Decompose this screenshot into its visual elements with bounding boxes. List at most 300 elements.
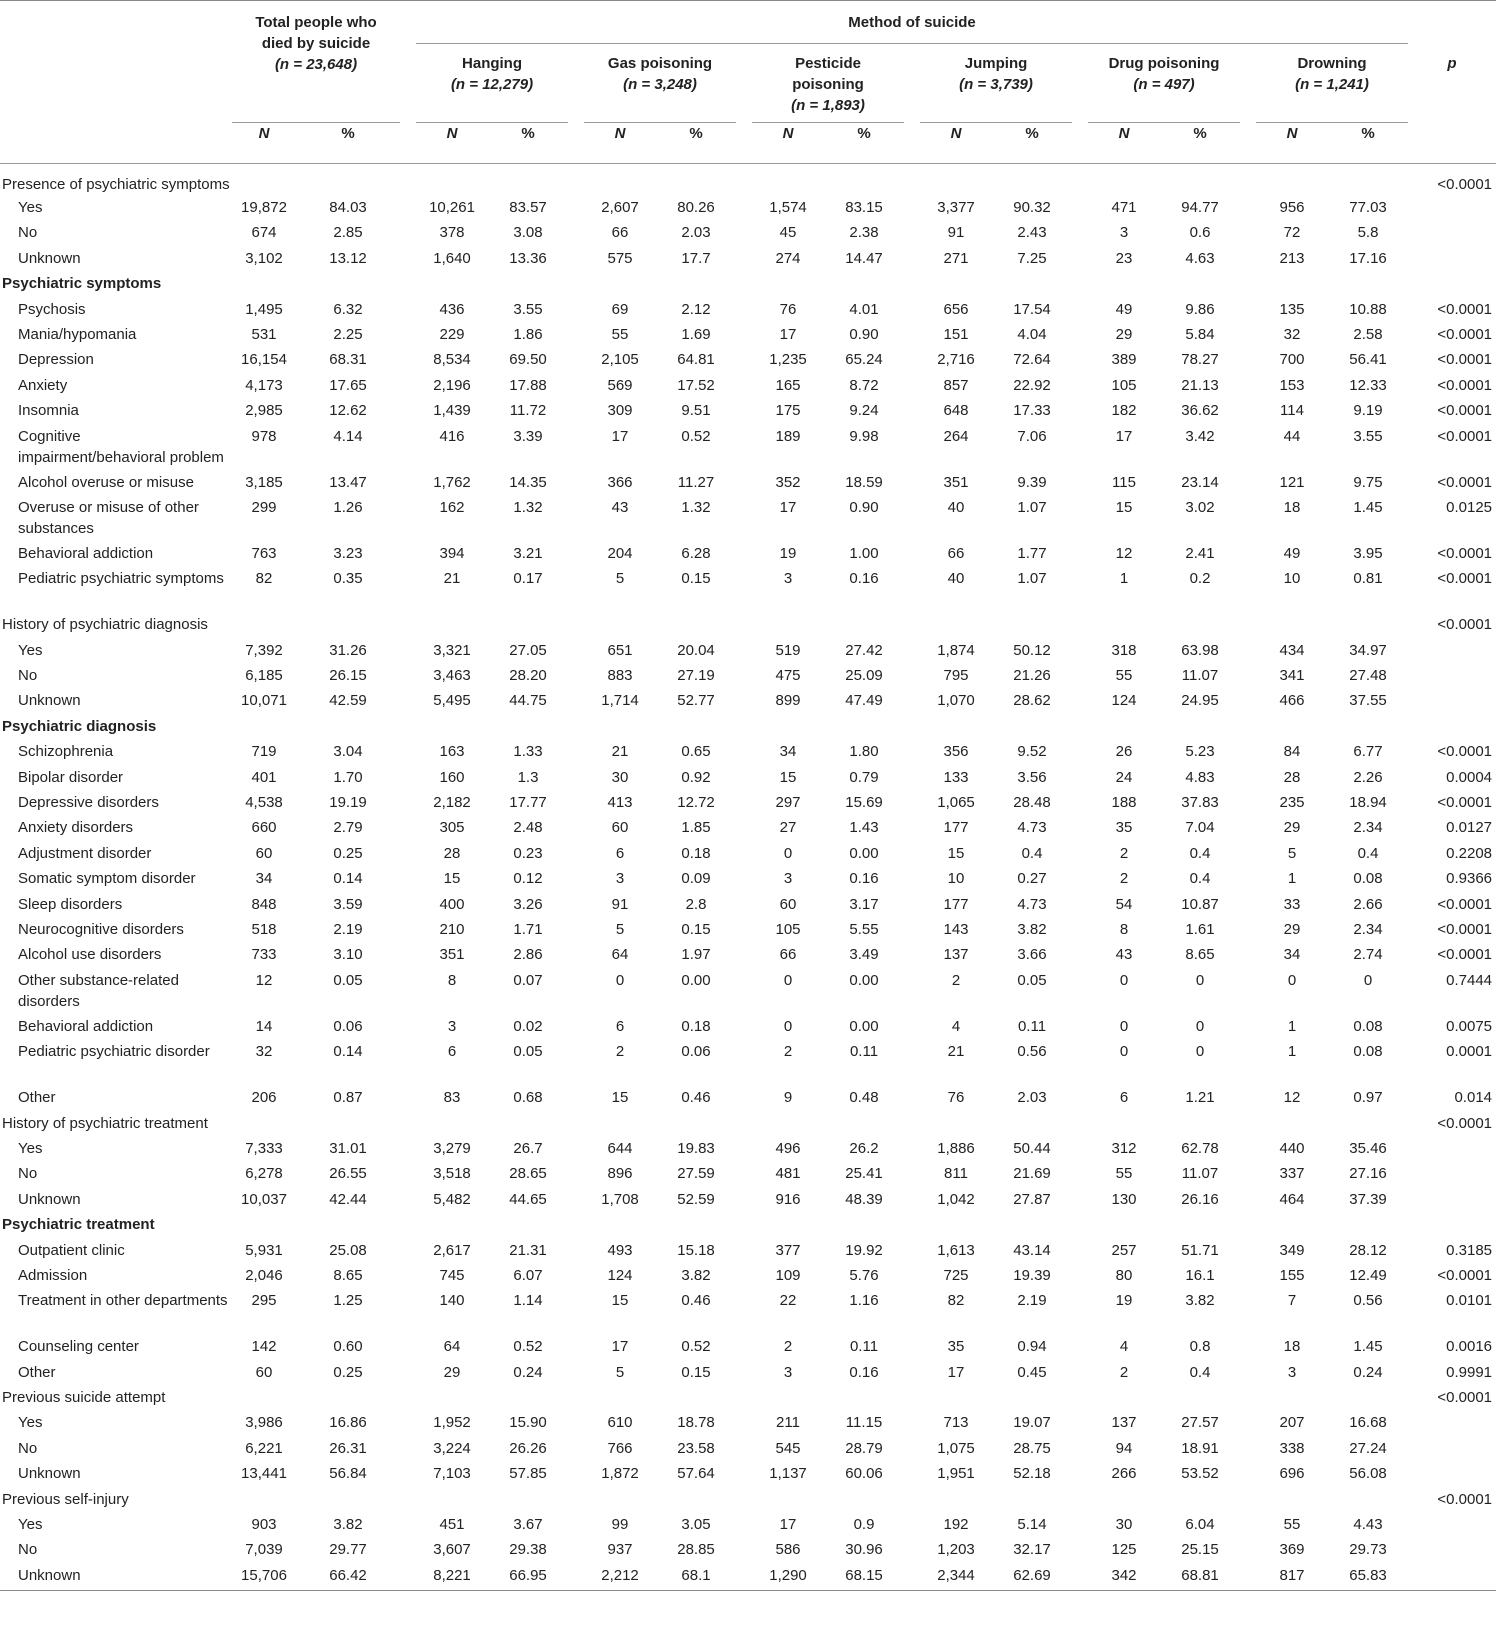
count-cell: 91 [947,224,965,242]
count-cell: 309 [607,402,633,420]
empty-cell [232,612,1408,637]
spacer [568,195,584,220]
spacer [736,246,752,271]
percent-cell: 24.95 [1181,692,1219,710]
spacer [904,123,920,164]
count-cell: 105 [775,920,801,938]
count-cell: 545 [775,1439,801,1457]
count-cell: 10,071 [241,692,287,710]
percent-cell: 3.82 [1017,920,1047,938]
percent-cell: 29.77 [329,1541,367,1559]
count-cell: 745 [439,1266,465,1284]
count-cell: 1,951 [937,1465,975,1483]
spacer [1072,1563,1088,1591]
spacer [1072,1263,1088,1288]
count-cell: 1,235 [769,351,807,369]
count-cell: 66 [611,224,629,242]
percent-cell: 0.06 [681,1043,711,1061]
spacer [904,373,920,398]
spacer [904,566,920,612]
count-cell: 189 [775,427,801,445]
percent-cell: 2.38 [849,224,879,242]
table-row [0,246,1496,271]
count-cell: 3 [447,1017,457,1035]
count-cell: 3,463 [433,667,471,685]
percent-cell: 5.84 [1185,325,1215,343]
spacer [904,541,920,566]
percent-cell: 26.2 [849,1139,879,1157]
count-cell: 811 [944,1165,968,1183]
count-cell: 318 [1111,641,1137,659]
count-cell: 7,103 [433,1465,471,1483]
percent-cell: 7.04 [1185,819,1215,837]
percent-cell: 0.60 [333,1338,363,1356]
count-cell: 55 [1283,1516,1301,1534]
count-cell: 8,221 [416,1563,488,1591]
spacer [400,1436,416,1461]
spacer [568,1512,584,1537]
percent-cell: 9.75 [1353,473,1383,491]
count-cell: 434 [1279,641,1305,659]
spacer [1240,470,1256,495]
count-cell: 3 [783,570,793,588]
count-cell: 213 [1279,249,1305,267]
p-value: <0.0001 [1437,570,1493,588]
percent-cell: 25.09 [845,667,883,685]
count-cell: 32 [1283,325,1301,343]
section-row [0,612,1496,637]
count-cell: 5 [615,920,625,938]
count-cell: 34 [1283,946,1301,964]
spacer [1072,790,1088,815]
percent-cell: 66.95 [488,1563,568,1591]
table-row [0,195,1496,220]
spacer [904,942,920,967]
count-cell: 337 [1279,1165,1305,1183]
row-label: Pediatric psychiatric disorder [18,1043,210,1061]
spacer [568,1238,584,1263]
count-cell: 1 [1119,570,1129,588]
percent-cell: 26.26 [509,1439,547,1457]
count-cell: 366 [607,473,633,491]
percent-cell: 0.46 [681,1089,711,1107]
table-row [0,866,1496,891]
percent-cell: 0.05 [513,1043,543,1061]
table-row [0,398,1496,423]
spacer [736,123,752,164]
count-cell: 49 [1283,544,1301,562]
count-cell: 17 [779,325,797,343]
spacer [1240,1238,1256,1263]
p-value [1408,663,1496,688]
percent-cell: 1.43 [849,819,879,837]
spacer [1072,297,1088,322]
percent-cell: 14.47 [845,249,883,267]
percent-cell: 6.04 [1185,1516,1215,1534]
row-label: Unknown [0,1563,232,1591]
row-label: Somatic symptom disorder [18,870,196,888]
percent-cell: 1.25 [333,1292,363,1310]
row-label: Yes [18,199,43,216]
count-cell: 115 [1112,473,1136,491]
spacer [400,866,416,891]
row-label: Counseling center [18,1338,139,1356]
count-cell: 29 [443,1363,461,1381]
percent-cell: 0.06 [333,1017,363,1035]
spacer [736,1436,752,1461]
spacer [1072,1410,1088,1435]
count-cell: 1,065 [937,794,975,812]
spacer [1072,424,1088,470]
percent-cell: 29.38 [509,1541,547,1559]
count-cell: 10,037 [241,1190,287,1208]
count-cell: 725 [943,1266,969,1284]
count-cell: 44 [1283,427,1301,445]
spacer [736,424,752,470]
percent-cell: 1.70 [333,768,363,786]
count-cell: 12 [1283,1089,1301,1107]
percent-cell: 0.08 [1353,1017,1383,1035]
count-cell: 82 [255,570,273,588]
spacer [904,1085,920,1110]
count-cell: 34 [255,870,273,888]
count-cell: 0 [783,971,793,989]
count-cell: 22 [779,1292,797,1310]
p-value: <0.0001 [1437,616,1493,634]
count-cell: 2,212 [584,1563,656,1591]
percent-cell: 26.16 [1181,1190,1219,1208]
percent-cell: 44.65 [509,1190,547,1208]
percent-cell: 0.56 [1353,1292,1383,1310]
spacer [400,790,416,815]
percent-cell: 50.12 [1013,641,1051,659]
count-cell: 142 [251,1338,277,1356]
spacer [400,1263,416,1288]
count-cell: 3 [783,870,793,888]
percent-cell: 34.97 [1349,641,1387,659]
percent-cell: 2.26 [1353,768,1383,786]
p-value [1408,1537,1496,1562]
spacer [1240,495,1256,541]
percent-cell: 0.15 [681,570,711,588]
percent-cell: 2.41 [1185,544,1215,562]
percent-cell: 1.07 [1017,570,1047,588]
count-cell: 14 [255,1017,273,1035]
row-label: Psychosis [18,300,86,318]
percent-cell: 19.39 [1013,1266,1051,1284]
spacer [736,942,752,967]
spacer [1240,866,1256,891]
percent-cell: 12.49 [1349,1266,1387,1284]
count-cell: 299 [251,498,277,516]
row-label: Bipolar disorder [18,768,124,786]
count-cell: 9 [783,1089,793,1107]
row-label: History of psychiatric diagnosis [2,616,208,634]
percent-cell: 17.88 [509,376,547,394]
spacer [1072,322,1088,347]
spacer [400,1537,416,1562]
spacer [1072,347,1088,372]
p-value [1408,220,1496,245]
percent-cell: 1.97 [681,946,711,964]
count-cell: 341 [1279,667,1305,685]
row-label: Admission [18,1266,88,1284]
table-row [0,892,1496,917]
n-header: N [1256,123,1328,164]
table-row [0,1461,1496,1486]
total-title: Total people who died by suicide [255,14,377,52]
method-n: (n = 3,248) [623,76,697,93]
spacer [1240,841,1256,866]
spacer [568,541,584,566]
percent-cell: 0.79 [849,768,879,786]
p-value [1408,1212,1496,1237]
spacer [1240,1563,1256,1591]
percent-cell: 1.21 [1185,1089,1215,1107]
percent-cell: 0.24 [513,1363,543,1381]
spacer [568,815,584,840]
row-label: Behavioral addiction [18,1017,154,1035]
table-row [0,495,1496,541]
count-cell: 43 [611,498,629,516]
count-cell: 125 [1111,1541,1137,1559]
percent-cell: 3.55 [513,300,543,318]
count-cell: 266 [1111,1465,1137,1483]
count-cell: 7,039 [245,1541,283,1559]
p-value [1408,1563,1496,1591]
spacer [1240,790,1256,815]
count-cell: 2,182 [433,794,471,812]
percent-cell: 4.63 [1185,249,1215,267]
percent-cell: 65.83 [1328,1563,1408,1591]
count-cell: 6,221 [245,1439,283,1457]
percent-cell: 28.85 [677,1541,715,1559]
pct-header: % [824,123,904,164]
spacer [736,892,752,917]
table-row [0,1436,1496,1461]
empty-cell [232,1487,1408,1512]
percent-cell: 56.84 [329,1465,367,1483]
percent-cell: 80.26 [677,199,715,216]
table-row [0,220,1496,245]
table-row [0,841,1496,866]
spacer [736,1563,752,1591]
percent-cell: 4.01 [849,300,879,318]
percent-cell: 3.66 [1017,946,1047,964]
spacer [400,942,416,967]
spacer [736,1136,752,1161]
percent-cell: 0.08 [1353,870,1383,888]
spacer [904,1187,920,1212]
method-n: (n = 12,279) [450,76,534,93]
count-cell: 916 [775,1190,801,1208]
percent-cell: 18.59 [845,473,883,491]
table-row [0,1085,1496,1110]
p-value [1408,1461,1496,1486]
percent-cell: 0.87 [333,1089,363,1107]
spacer [568,1263,584,1288]
spacer [1072,1436,1088,1461]
spacer [1072,688,1088,713]
percent-cell: 19.92 [845,1241,883,1259]
spacer [1240,688,1256,713]
p-header: p [1447,55,1457,72]
percent-cell: 20.04 [677,641,715,659]
count-cell: 135 [1279,300,1305,318]
percent-cell: 9.19 [1353,402,1383,420]
count-cell: 338 [1279,1439,1305,1457]
count-cell: 369 [1279,1541,1305,1559]
percent-cell: 1.69 [681,325,711,343]
percent-cell: 0.00 [849,1017,879,1035]
spacer [1240,1334,1256,1359]
spacer [1072,195,1088,220]
count-cell: 72 [1283,224,1301,242]
percent-cell: 15.69 [845,794,883,812]
spacer [1240,541,1256,566]
spacer [568,1039,584,1085]
count-cell: 15 [611,1089,629,1107]
percent-cell: 8.65 [333,1266,363,1284]
spacer [736,398,752,423]
count-cell: 481 [775,1165,801,1183]
spacer [1072,1238,1088,1263]
count-cell: 644 [607,1139,633,1157]
count-cell: 257 [1111,1241,1137,1259]
percent-cell: 4.14 [333,427,363,445]
count-cell: 2 [1119,1363,1129,1381]
count-cell: 23 [1115,249,1133,267]
count-cell: 82 [947,1292,965,1310]
percent-cell: 23.58 [677,1439,715,1457]
spacer [568,688,584,713]
percent-cell: 11.15 [845,1414,883,1432]
percent-cell: 29.73 [1349,1541,1387,1559]
count-cell: 210 [439,920,465,938]
count-cell: 15,706 [232,1563,296,1591]
table-row [0,815,1496,840]
spacer [568,1334,584,1359]
count-cell: 21 [611,743,629,761]
spacer [736,739,752,764]
count-cell: 13,441 [241,1465,287,1483]
spacer [568,566,584,612]
percent-cell: 42.44 [329,1190,367,1208]
p-value [1408,271,1496,296]
spacer [904,1537,920,1562]
spacer [1240,44,1256,123]
count-cell: 351 [439,946,465,964]
percent-cell: 0.90 [849,498,879,516]
spacer [400,495,416,541]
spacer [736,663,752,688]
percent-cell: 0.65 [681,743,711,761]
percent-cell: 16.68 [1349,1414,1387,1432]
count-cell: 55 [611,325,629,343]
table-row [0,373,1496,398]
percent-cell: 37.39 [1349,1190,1387,1208]
count-cell: 17 [779,1516,797,1534]
percent-cell: 94.77 [1181,199,1219,216]
count-cell: 18 [1283,498,1301,516]
percent-cell: 0.02 [513,1017,543,1035]
spacer [568,1014,584,1039]
count-cell: 475 [775,667,801,685]
count-cell: 5 [615,570,625,588]
empty-cell [232,164,1408,196]
percent-cell: 17.77 [509,794,547,812]
count-cell: 33 [1283,895,1301,913]
section-row [0,271,1496,296]
percent-cell: 0.56 [1017,1043,1047,1061]
count-cell: 0 [783,1017,793,1035]
count-cell: 1,495 [245,300,283,318]
spacer [1072,663,1088,688]
spacer [736,1161,752,1186]
spacer [1072,841,1088,866]
count-cell: 1,762 [433,473,471,491]
count-cell: 519 [775,641,801,659]
count-cell: 7,392 [245,641,283,659]
count-cell: 656 [943,300,969,318]
spacer [400,470,416,495]
count-cell: 32 [255,1043,273,1061]
count-cell: 15 [1115,498,1133,516]
percent-cell: 1.45 [1353,1338,1383,1356]
percent-cell: 16.86 [329,1414,367,1432]
spacer [1072,917,1088,942]
count-cell: 17 [1115,427,1133,445]
count-cell: 5 [615,1363,625,1381]
method-n: (n = 1,893) [791,97,865,114]
count-cell: 28 [443,844,461,862]
percent-cell: 35.46 [1349,1139,1387,1157]
percent-cell: 17.33 [1013,402,1051,420]
percent-cell: 69.50 [509,351,547,369]
spacer [568,765,584,790]
row-label: Schizophrenia [18,743,114,761]
count-cell: 3,986 [245,1414,283,1432]
pct-header: % [488,123,568,164]
percent-cell: 0.16 [849,570,879,588]
count-cell: 2 [615,1043,625,1061]
count-cell: 30 [1115,1516,1133,1534]
count-cell: 5,495 [433,692,471,710]
row-label: No [18,1165,38,1183]
spacer [904,739,920,764]
percent-cell: 16.1 [1185,1266,1215,1284]
spacer [400,892,416,917]
spacer [1072,398,1088,423]
p-value [1408,638,1496,663]
spacer [400,765,416,790]
count-cell: 451 [439,1516,465,1534]
percent-cell: 9.52 [1017,743,1047,761]
spacer [1240,1461,1256,1486]
count-cell: 66 [779,946,797,964]
count-cell: 10,261 [429,199,475,216]
section-row [0,1111,1496,1136]
spacer [736,866,752,891]
p-value: <0.0001 [1437,1389,1493,1407]
count-cell: 17 [947,1363,965,1381]
percent-cell: 0.00 [681,971,711,989]
count-cell: 466 [1279,692,1305,710]
spacer [1240,1161,1256,1186]
section-row [0,714,1496,739]
percent-cell: 0 [1363,971,1373,989]
p-value: <0.0001 [1437,402,1493,420]
